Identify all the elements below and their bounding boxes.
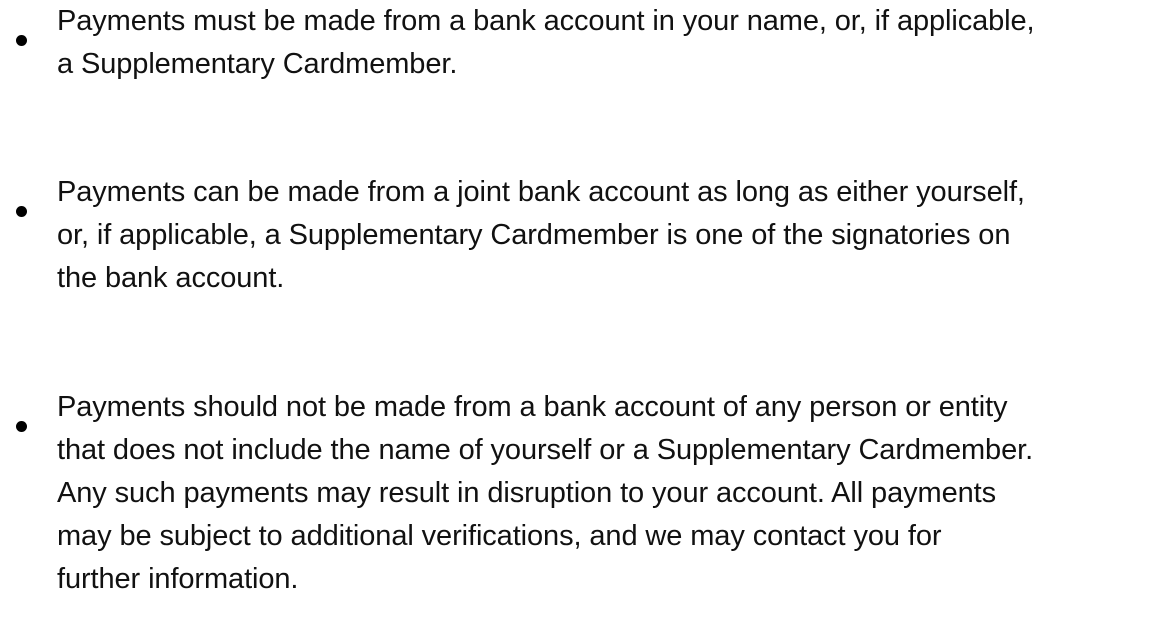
bullet-point-icon	[16, 421, 27, 432]
bullet-point-icon	[16, 206, 27, 217]
text-line: Any such payments may result in disruption to your account. All payments	[57, 477, 996, 509]
text-line: Payments must be made from a bank account in your name, or, if applicable,	[57, 5, 1035, 37]
text-line: may be subject to additional verifications, and we may contact you for	[57, 520, 942, 552]
text-line: Payments should not be made from a bank account of any person or entity	[57, 391, 1008, 423]
text-line: or, if applicable, a Supplementary Cardmember is one of the signatories on	[57, 219, 1011, 251]
text-line: further information.	[57, 563, 299, 595]
text-line: Payments can be made from a joint bank account as long as either yourself,	[57, 176, 1025, 208]
list-item-text	[57, 0, 1157, 86]
bullet-point-icon	[16, 35, 27, 46]
text-line: that does not include the name of yourself or a Supplementary Cardmember.	[57, 434, 1034, 466]
list-item-text	[57, 171, 1157, 300]
text-line: a Supplementary Cardmember.	[57, 48, 458, 80]
text-line: the bank account.	[57, 262, 285, 294]
list-item-text	[57, 386, 1157, 601]
